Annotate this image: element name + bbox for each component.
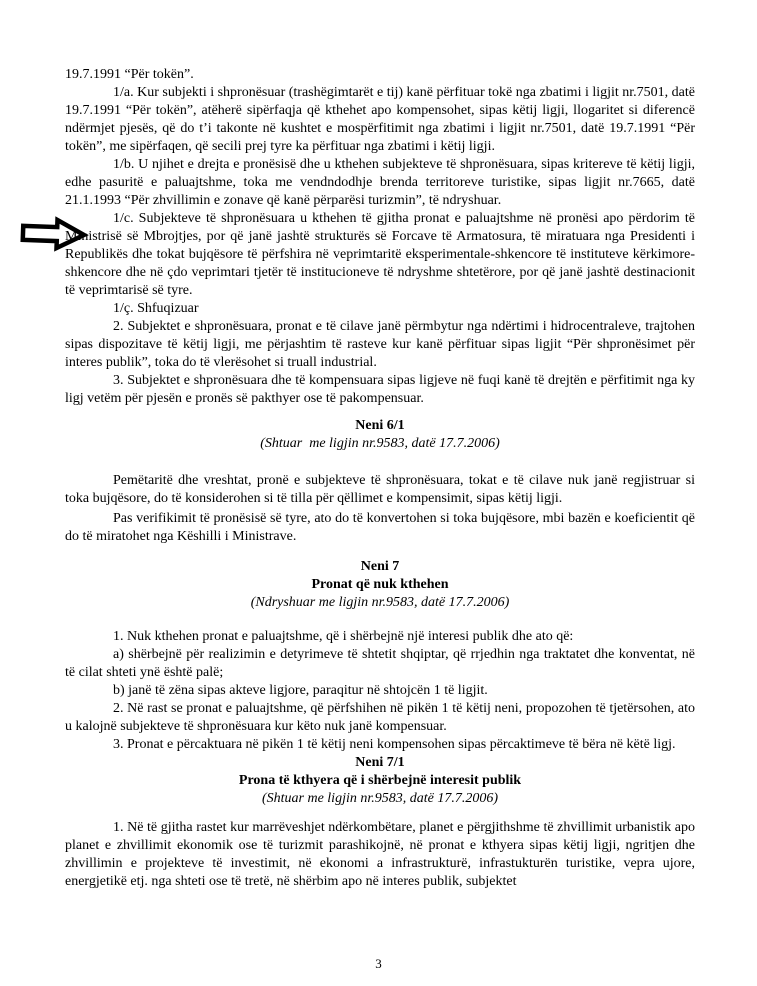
intro-line: 19.7.1991 “Për tokën”. — [65, 67, 194, 82]
paragraph-2: 2. Subjektet e shpronësuara, pronat e të cilave janë përmbytur nga ndërtimi i hidrocentraleve, trajtohen sipas dispozitave të këtij ligji, me përjashtim të rasteve kur kanë përfituar sipas ligjit “Për shpronësimet për interes publik”, toka do të vlerësohet si truall industrial. — [65, 319, 695, 370]
amendment-note-7-1: (Shtuar me ligjin nr.9583, datë 17.7.2006) — [261, 791, 499, 806]
paragraph-1a: 1/a. Kur subjekti i shpronësuar (trashëgimtarët e tij) kanë përfituar tokë nga zbatimi i ligjit nr.7501, datë 19.7.1991 “Për tokën”, atëherë sipërfaqja që kthehet apo kompensohet, sipas këtij ligji, llogaritet si diferencë ndërmjet pjesës, që do t’i takonte në kushtet e mospërfitimit nga zbatimi i ligjit nr.7501, datë 19.7.1991 “Për tokën”, me sipërfaqen, që secili prej tyre ka përfituar nga zbatimi i këtij ligji. — [65, 85, 695, 154]
paragraph-1b: 1/b. U njihet e drejta e pronësisë dhe u kthehen subjekteve të shpronësuara, sipas kritereve të këtij ligji, edhe pasuritë e paluajtshme, toka me vendndodhje brenda territoreve turistike, sipas ligjit nr.7665, datë 21.1.1993 “Për zhvillimin e zonave që kanë përparësi turizmin”, të ndryshuar. — [65, 157, 695, 208]
paragraph-1c: 1/c. Subjekteve të shpronësuara u kthehen të gjitha pronat e paluajtshme në pronësi apo përdorim të Ministrisë së Mbrojtjes, por që janë jashtë strukturës së Forcave të Armatosura, të miratuara nga Presidenti i Republikës dhe tokat bujqësore të përfshira në veprimtaritë eksperimentale-shkencore të instituteve kërkimore-shkencore dhe në çdo veprimtari tjetër të institucioneve të ndryshme shtetërore, por që janë jashtë destinacionit të veprimtarisë së tyre. — [65, 211, 695, 298]
amendment-note-7: (Ndryshuar me ligjin nr.9583, datë 17.7.2006) — [250, 595, 510, 610]
paragraph-7-3: 3. Pronat e përcaktuara në pikën 1 të këtij neni kompensohen sipas përcaktimeve të bëra në këtë ligj. — [113, 737, 676, 752]
paragraph-7-1: 1. Nuk kthehen pronat e paluajtshme, që i shërbejnë një interesi publik dhe ato që: — [113, 629, 574, 644]
paragraph-7-2: 2. Në rast se pronat e paluajtshme, që përfshihen në pikën 1 të këtij neni, propozohen të tjetërsohen, ato u kalojnë subjekteve të shpronësuara kur këto nuk janë kompensuar. — [65, 701, 695, 734]
article-heading-7: Neni 7 — [360, 559, 400, 574]
paragraph-6-1-a: Pemëtaritë dhe vreshtat, pronë e subjekteve të shpronësuara, tokat e të cilave nuk janë regjistruar si toka bujqësore, do të konsiderohen si të tilla për qëllimet e kompensimit, sipas këtij ligji. — [65, 473, 695, 506]
article-title-7-1: Prona të kthyera që i shërbejnë interesit publik — [238, 773, 522, 788]
paragraph-7-1-1: 1. Në të gjitha rastet kur marrëveshjet ndërkombëtare, planet e përgjithshme të zhvillimit urbanistik apo planet e zhvillimit ekonomik ose të turizmit parashikojnë, në pronat e kthyera sipas këtij ligji, ngritjen dhe zhvillimin e projekteve të investimit, në ekonomi a infrastrukturë, infrastukturën turistike, vepra ujore, energjetikë etj. nga shteti ose të tretë, në shërbim apo në interes publik, subjektet — [65, 820, 695, 889]
paragraph-7-b: b) janë të zëna sipas akteve ligjore, paraqitur në shtojcën 1 të ligjit. — [113, 683, 488, 698]
document-body — [65, 66, 695, 891]
article-title-7: Pronat që nuk kthehen — [311, 577, 449, 592]
paragraph-6-1-b: Pas verifikimit të pronësisë së tyre, ato do të konvertohen si toka bujqësore, mbi bazën e koeficientit që do të miratohet nga Këshilli i Ministrave. — [65, 511, 695, 544]
paragraph-1c-cedilla: 1/ç. Shfuqizuar — [113, 301, 199, 316]
paragraph-7-a: a) shërbejnë për realizimin e detyrimeve të shtetit shqiptar, që rrjedhin nga traktatet dhe konventat, në të cilat shteti ynë është palë; — [65, 647, 695, 680]
page-number: 3 — [375, 956, 382, 971]
article-heading-6-1: Neni 6/1 — [355, 418, 405, 433]
amendment-note-6-1: (Shtuar me ligjin nr.9583, datë 17.7.2006) — [260, 436, 500, 451]
article-heading-7-1: Neni 7/1 — [355, 755, 405, 770]
paragraph-3: 3. Subjektet e shpronësuara dhe të kompensuara sipas ligjeve në fuqi kanë të drejtën e përfitimit nga ky ligj vetëm për pjesën e pronës së pakthyer ose të pakompensuar. — [65, 373, 695, 406]
